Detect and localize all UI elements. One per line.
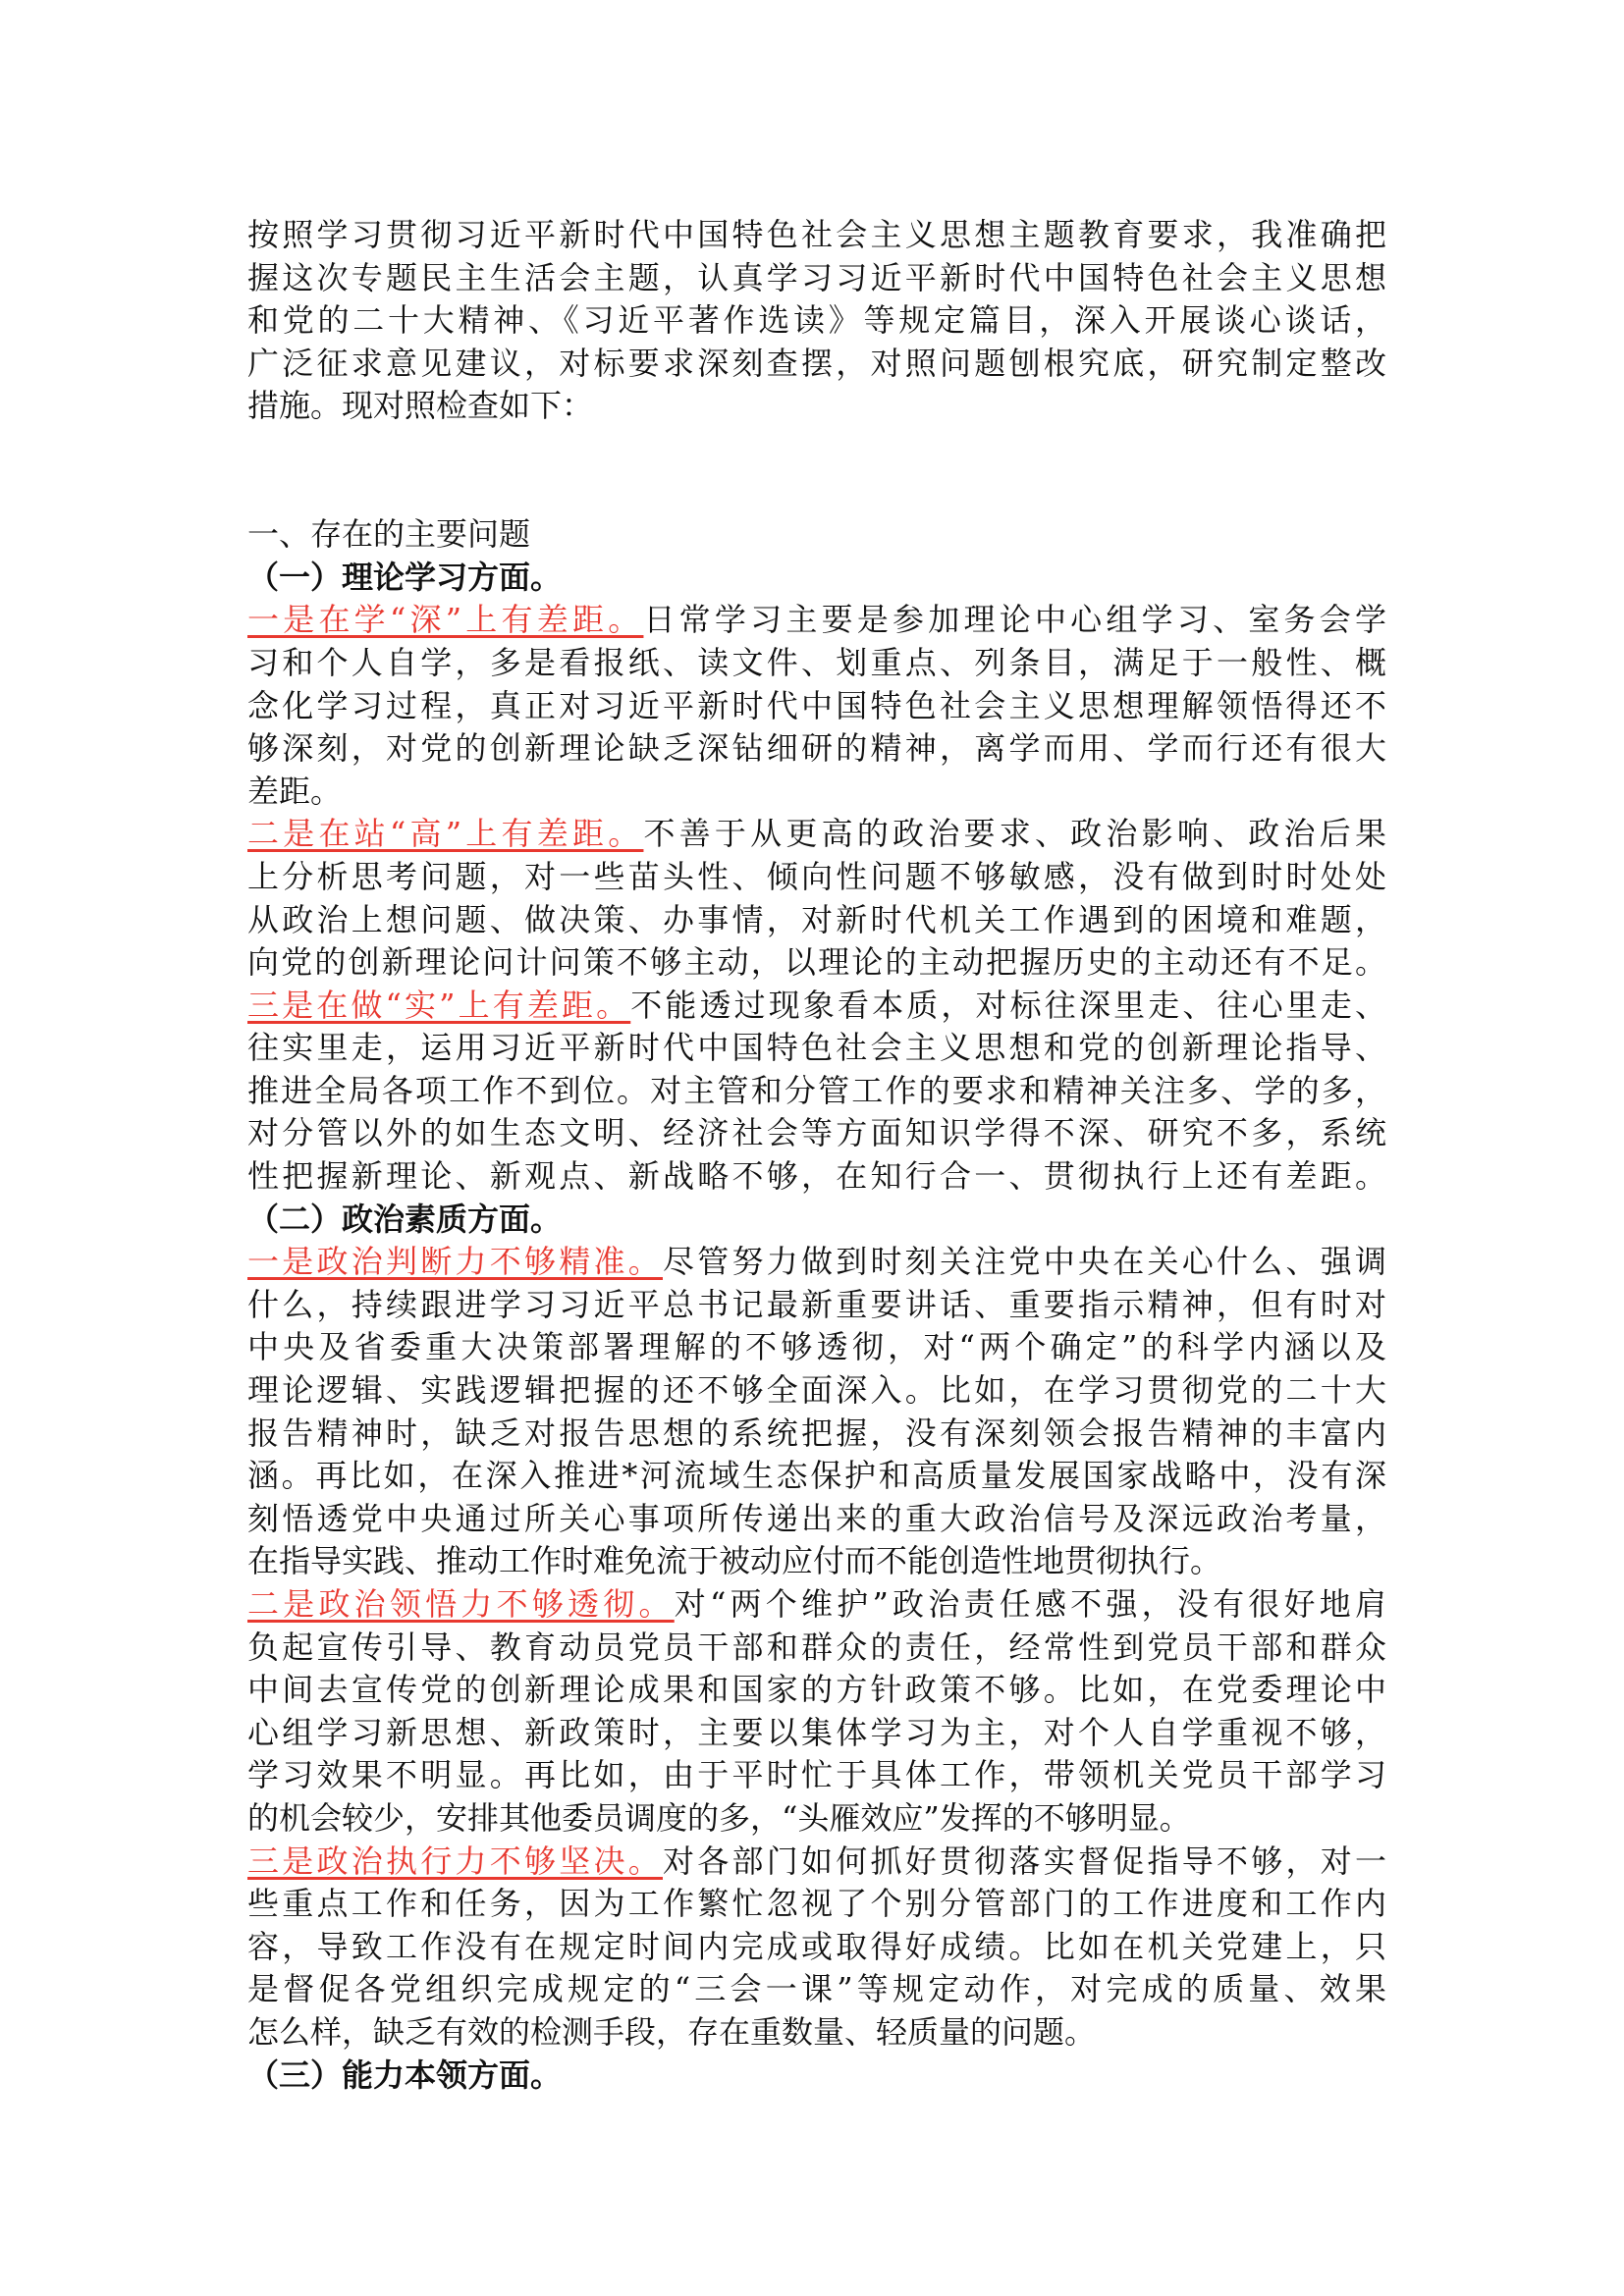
text-line bbox=[247, 856, 1386, 899]
line-text: 广泛征求意见建议，对标要求深刻查摆，对照问题刨根究底，研究制定整改 bbox=[247, 344, 1386, 382]
line-text: 对“两个维护”政治责任感不强，没有很好地肩 bbox=[674, 1585, 1386, 1623]
text-line bbox=[247, 813, 1386, 856]
text-line bbox=[247, 385, 1386, 428]
line-text: （一）理论学习方面。 bbox=[247, 558, 563, 596]
text-line bbox=[247, 257, 1386, 300]
text-line bbox=[247, 727, 1386, 771]
text-line bbox=[247, 299, 1386, 343]
line-text: 念化学习过程，真正对习近平新时代中国特色社会主义思想理解领悟得还不 bbox=[247, 686, 1386, 724]
text-line bbox=[247, 1754, 1386, 1797]
line-text: 措施。现对照检查如下： bbox=[247, 387, 594, 425]
line-text: 从政治上想问题、做决策、办事情，对新时代机关工作遇到的困境和难题， bbox=[247, 900, 1386, 938]
text-line bbox=[247, 214, 1386, 257]
line-text: 学习效果不明显。再比如，由于平时忙于具体工作，带领机关党员干部学习 bbox=[247, 1756, 1386, 1794]
text-line bbox=[247, 1455, 1386, 1498]
line-text: 尽管努力做到时刻关注党中央在关心什么、强调 bbox=[663, 1243, 1386, 1281]
line-text: 刻悟透党中央通过所关心事项所传递出来的重大政治信号及深远政治考量， bbox=[247, 1499, 1386, 1537]
highlighted-point-title: 二是在站“高”上有差距。 bbox=[247, 815, 644, 853]
text-line bbox=[247, 1498, 1386, 1541]
line-text: 日常学习主要是参加理论中心组学习、室务会学 bbox=[643, 601, 1386, 639]
highlighted-point-title: 三是政治执行力不够坚决。 bbox=[247, 1842, 663, 1880]
text-line bbox=[247, 1968, 1386, 2011]
line-text: 容，导致工作没有在规定时间内完成或取得好成绩。比如在机关党建上，只 bbox=[247, 1927, 1386, 1965]
text-line bbox=[247, 343, 1386, 386]
line-text: 和党的二十大精神、《习近平著作选读》等规定篇目，深入开展谈心谈话， bbox=[247, 301, 1386, 340]
line-text: 一、存在的主要问题 bbox=[247, 515, 531, 554]
blank-line bbox=[247, 428, 1386, 471]
line-text: 对分管以外的如生态文明、经济社会等方面知识学得不深、研究不多，系统 bbox=[247, 1114, 1386, 1152]
line-text: 涵。再比如，在深入推进*河流域生态保护和高质量发展国家战略中，没有深 bbox=[247, 1457, 1386, 1495]
line-text: 往实里走，运用习近平新时代中国特色社会主义思想和党的创新理论指导、 bbox=[247, 1029, 1386, 1067]
line-text: 些重点工作和任务，因为工作繁忙忽视了个别分管部门的工作进度和工作内 bbox=[247, 1885, 1386, 1923]
text-line bbox=[247, 941, 1386, 985]
line-text: 习和个人自学，多是看报纸、读文件、划重点、列条目，满足于一般性、概 bbox=[247, 643, 1386, 681]
text-line bbox=[247, 1027, 1386, 1070]
text-line bbox=[247, 1712, 1386, 1755]
text-line bbox=[247, 2011, 1386, 2055]
line-text: 不善于从更高的政治要求、政治影响、政治后果 bbox=[643, 815, 1386, 853]
line-text: 握这次专题民主生活会主题，认真学习习近平新时代中国特色社会主义思想 bbox=[247, 258, 1386, 296]
text-line bbox=[247, 1540, 1386, 1583]
highlighted-point-title: 一是政治判断力不够精准。 bbox=[247, 1243, 663, 1281]
line-text: （三）能力本领方面。 bbox=[247, 2056, 563, 2094]
text-line bbox=[247, 1369, 1386, 1413]
text-line bbox=[247, 513, 1386, 557]
line-text: 什么，持续跟进学习习近平总书记最新重要讲话、重要指示精神，但有时对 bbox=[247, 1285, 1386, 1323]
line-text: 上分析思考问题，对一些苗头性、倾向性问题不够敏感，没有做到时时处处 bbox=[247, 857, 1386, 895]
line-text: 在指导实践、推动工作时难免流于被动应付而不能创造性地贯彻执行。 bbox=[247, 1542, 1222, 1580]
text-line bbox=[247, 1841, 1386, 1884]
line-text: 怎么样，缺乏有效的检测手段，存在重数量、轻质量的问题。 bbox=[247, 2012, 1097, 2051]
text-line bbox=[247, 1155, 1386, 1199]
line-text: 够深刻，对党的创新理论缺乏深钻细研的精神，离学而用、学而行还有很大 bbox=[247, 729, 1386, 768]
line-text: 的机会较少，安排其他委员调度的多，“头雁效应”发挥的不够明显。 bbox=[247, 1798, 1191, 1837]
line-text: 中央及省委重大决策部署理解的不够透彻，对“两个确定”的科学内涵以及 bbox=[247, 1328, 1386, 1366]
line-text: 推进全局各项工作不到位。对主管和分管工作的要求和精神关注多、学的多， bbox=[247, 1071, 1386, 1109]
line-text: 中间去宣传党的创新理论成果和国家的方针政策不够。比如，在党委理论中 bbox=[247, 1671, 1386, 1709]
text-line bbox=[247, 1669, 1386, 1712]
highlighted-point-title: 一是在学“深”上有差距。 bbox=[247, 601, 644, 639]
line-text: 是督促各党组织完成规定的“三会一课”等规定动作，对完成的质量、效果 bbox=[247, 1970, 1386, 2008]
line-text: （二）政治素质方面。 bbox=[247, 1200, 563, 1238]
line-text: 负起宣传引导、教育动员党员干部和群众的责任，经常性到党员干部和群众 bbox=[247, 1628, 1386, 1666]
line-text: 差距。 bbox=[247, 772, 343, 810]
highlighted-point-title: 三是在做“实”上有差距。 bbox=[247, 986, 631, 1024]
text-line bbox=[247, 1583, 1386, 1627]
text-line bbox=[247, 1413, 1386, 1456]
line-text: 不能透过现象看本质，对标往深里走、往心里走、 bbox=[630, 986, 1386, 1024]
text-line bbox=[247, 771, 1386, 814]
text-line bbox=[247, 1284, 1386, 1327]
text-line bbox=[247, 1326, 1386, 1369]
text-line bbox=[247, 642, 1386, 685]
section-heading bbox=[247, 2055, 1386, 2098]
text-line bbox=[247, 685, 1386, 728]
line-text: 对各部门如何抓好贯彻落实督促指导不够，对一 bbox=[663, 1842, 1386, 1880]
line-text: 性把握新理论、新观点、新战略不够，在知行合一、贯彻执行上还有差距。 bbox=[247, 1157, 1386, 1196]
section-heading bbox=[247, 557, 1386, 600]
line-text: 心组学习新思想、新政策时，主要以集体学习为主，对个人自学重视不够， bbox=[247, 1713, 1386, 1751]
text-line bbox=[247, 985, 1386, 1028]
line-text: 向党的创新理论问计问策不够主动，以理论的主动把握历史的主动还有不足。 bbox=[247, 943, 1386, 982]
line-text: 按照学习贯彻习近平新时代中国特色社会主义思想主题教育要求，我准确把 bbox=[247, 216, 1386, 253]
text-line bbox=[247, 1112, 1386, 1155]
line-text: 理论逻辑、实践逻辑把握的还不够全面深入。比如，在学习贯彻党的二十大 bbox=[247, 1371, 1386, 1410]
text-line bbox=[247, 1241, 1386, 1284]
blank-line bbox=[247, 471, 1386, 514]
line-text: 报告精神时，缺乏对报告思想的系统把握，没有深刻领会报告精神的丰富内 bbox=[247, 1414, 1386, 1452]
text-line bbox=[247, 1926, 1386, 1969]
highlighted-point-title: 二是政治领悟力不够透彻。 bbox=[247, 1585, 675, 1623]
section-heading bbox=[247, 1199, 1386, 1242]
text-line bbox=[247, 1883, 1386, 1926]
text-line bbox=[247, 899, 1386, 942]
text-line bbox=[247, 1797, 1386, 1841]
text-line bbox=[247, 1627, 1386, 1670]
text-line bbox=[247, 1070, 1386, 1113]
text-line bbox=[247, 599, 1386, 642]
document-body bbox=[247, 214, 1386, 2097]
